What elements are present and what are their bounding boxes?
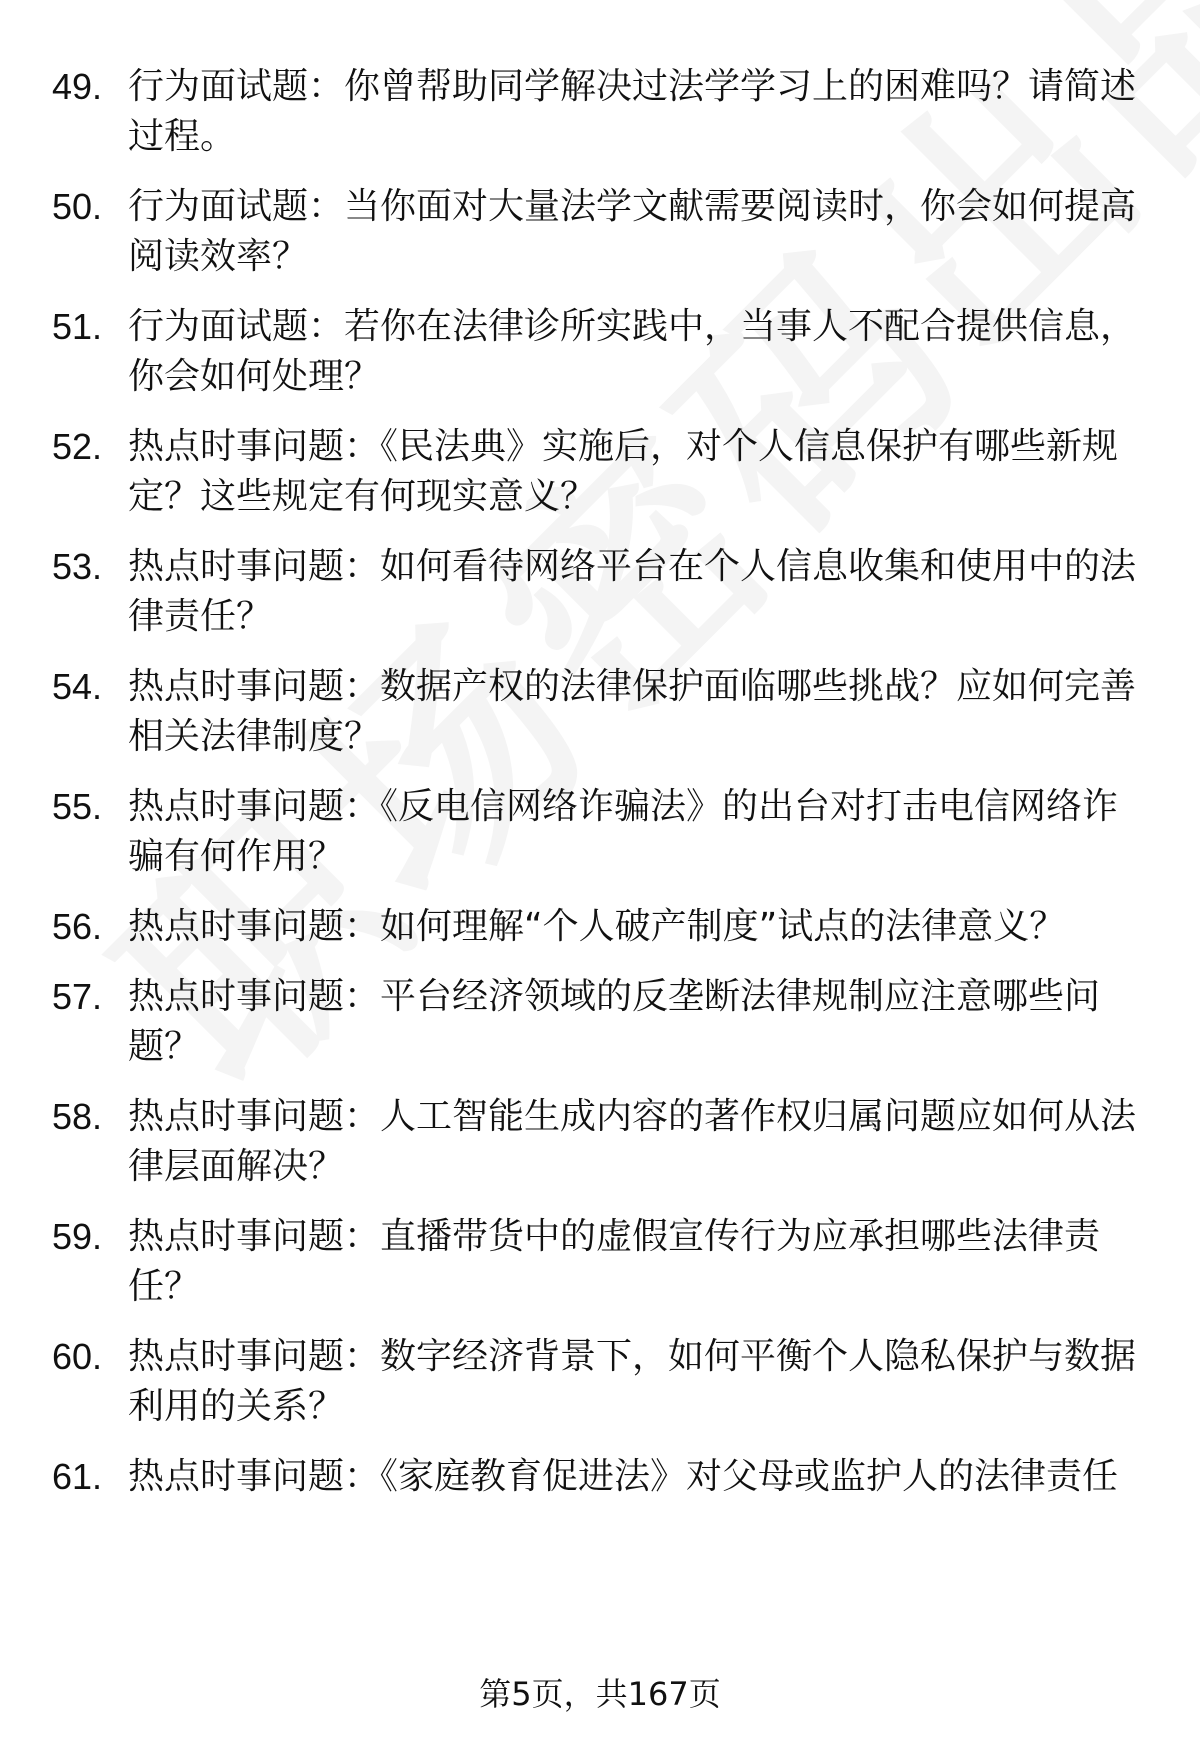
- question-number: 59.: [52, 1216, 103, 1257]
- question-text: 热点时事问题：直播带货中的虚假宣传行为应承担哪些法律责任？: [128, 1216, 1101, 1307]
- question-number: 50.: [52, 186, 103, 227]
- question-number: 58.: [52, 1096, 103, 1137]
- question-text: 热点时事问题：《民法典》实施后，对个人信息保护有哪些新规定？这些规定有何现实意义？: [128, 426, 1119, 517]
- question-number: 54.: [52, 666, 103, 707]
- question-number: 56.: [52, 906, 103, 947]
- question-text: 热点时事问题：《家庭教育促进法》对父母或监护人的法律责任: [128, 1456, 1119, 1497]
- question-number: 60.: [52, 1336, 103, 1377]
- question-text: 热点时事问题：数据产权的法律保护面临哪些挑战？应如何完善相关法律制度？: [128, 666, 1137, 757]
- question-text: 热点时事问题：平台经济领域的反垄断法律规制应注意哪些问题？: [128, 976, 1101, 1067]
- question-text: 热点时事问题：数字经济背景下，如何平衡个人隐私保护与数据利用的关系？: [128, 1336, 1137, 1427]
- question-number: 57.: [52, 976, 103, 1017]
- question-text: 热点时事问题：如何理解“个人破产制度”试点的法律意义？: [128, 906, 1066, 947]
- question-text: 热点时事问题：如何看待网络平台在个人信息收集和使用中的法律责任？: [128, 546, 1137, 637]
- question-number: 52.: [52, 426, 103, 467]
- question-text: 行为面试题：若你在法律诊所实践中，当事人不配合提供信息，你会如何处理？: [128, 306, 1137, 397]
- question-number: 51.: [52, 306, 103, 347]
- question-number: 55.: [52, 786, 103, 827]
- question-text: 行为面试题：你曾帮助同学解决过法学学习上的困难吗？请简述过程。: [128, 66, 1137, 157]
- question-text: 行为面试题：当你面对大量法学文献需要阅读时，你会如何提高阅读效率？: [128, 186, 1137, 277]
- question-text: 热点时事问题：人工智能生成内容的著作权归属问题应如何从法律层面解决？: [128, 1096, 1137, 1187]
- question-number: 49.: [52, 66, 103, 107]
- page-footer: 第5页，共167页: [479, 1675, 721, 1713]
- question-number: 53.: [52, 546, 103, 587]
- question-text: 热点时事问题：《反电信网络诈骗法》的出台对打击电信网络诈骗有何作用？: [128, 786, 1119, 877]
- question-number: 61.: [52, 1456, 103, 1497]
